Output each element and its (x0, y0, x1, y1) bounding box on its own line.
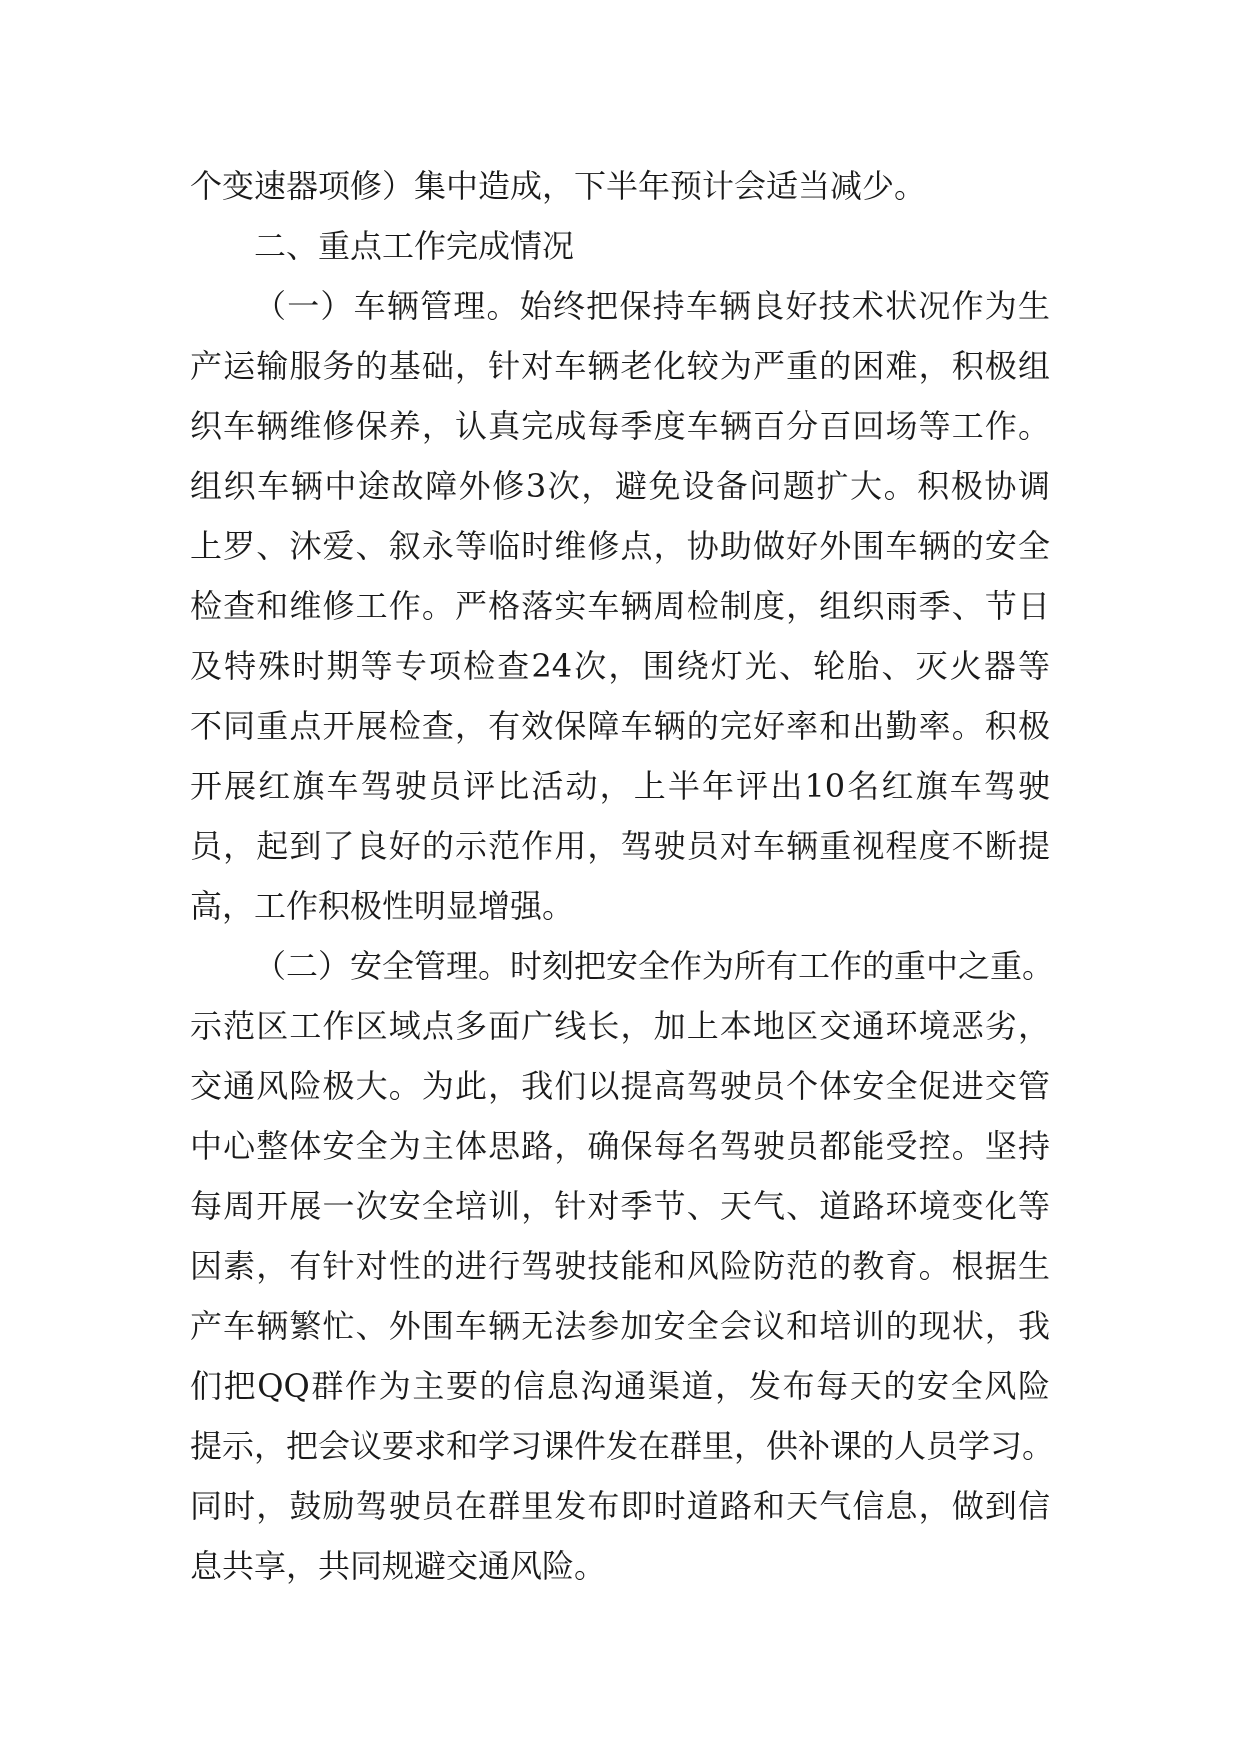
paragraph-line: 不同重点开展检查，有效保障车辆的完好率和出勤率。积极 (190, 707, 1050, 745)
paragraph-line: （一）车辆管理。始终把保持车辆良好技术状况作为生 (254, 287, 1050, 325)
paragraph-line: 息共享，共同规避交通风险。 (190, 1547, 607, 1585)
paragraph-line: 组织车辆中途故障外修3次，避免设备问题扩大。积极协调 (190, 467, 1050, 505)
paragraph-line: 员，起到了良好的示范作用，驾驶员对车辆重视程度不断提 (190, 827, 1050, 865)
document-body (190, 156, 1055, 1596)
paragraph-line: 开展红旗车驾驶员评比活动，上半年评出10名红旗车驾驶 (190, 767, 1050, 805)
paragraph-line: 织车辆维修保养，认真完成每季度车辆百分百回场等工作。 (190, 407, 1050, 445)
paragraph-line: 高，工作积极性明显增强。 (190, 887, 575, 925)
paragraph-line: 同时，鼓励驾驶员在群里发布即时道路和天气信息，做到信 (190, 1487, 1050, 1525)
paragraph-line: （二）安全管理。时刻把安全作为所有工作的重中之重。 (254, 947, 1055, 985)
paragraph-line: 中心整体安全为主体思路，确保每名驾驶员都能受控。坚持 (190, 1127, 1050, 1165)
paragraph-line: 个变速器项修）集中造成，下半年预计会适当减少。 (190, 167, 927, 205)
paragraph-line: 示范区工作区域点多面广线长，加上本地区交通环境恶劣， (190, 1007, 1050, 1045)
paragraph-line: 交通风险极大。为此，我们以提高驾驶员个体安全促进交管 (190, 1067, 1050, 1105)
paragraph-line: 因素，有针对性的进行驾驶技能和风险防范的教育。根据生 (190, 1247, 1050, 1285)
paragraph-line: 产运输服务的基础，针对车辆老化较为严重的困难，积极组 (190, 347, 1050, 385)
paragraph-line: 们把QQ群作为主要的信息沟通渠道，发布每天的安全风险 (190, 1367, 1050, 1405)
paragraph-line: 上罗、沐爱、叙永等临时维修点，协助做好外围车辆的安全 (190, 527, 1050, 565)
paragraph-line: 每周开展一次安全培训，针对季节、天气、道路环境变化等 (190, 1187, 1050, 1225)
paragraph-line: 及特殊时期等专项检查24次，围绕灯光、轮胎、灭火器等 (190, 647, 1050, 685)
paragraph-line: 检查和维修工作。严格落实车辆周检制度，组织雨季、节日 (190, 587, 1050, 625)
paragraph-line: 提示，把会议要求和学习课件发在群里，供补课的人员学习。 (190, 1427, 1055, 1465)
paragraph-line: 产车辆繁忙、外围车辆无法参加安全会议和培训的现状，我 (190, 1307, 1050, 1345)
section-heading: 二、重点工作完成情况 (254, 227, 575, 265)
